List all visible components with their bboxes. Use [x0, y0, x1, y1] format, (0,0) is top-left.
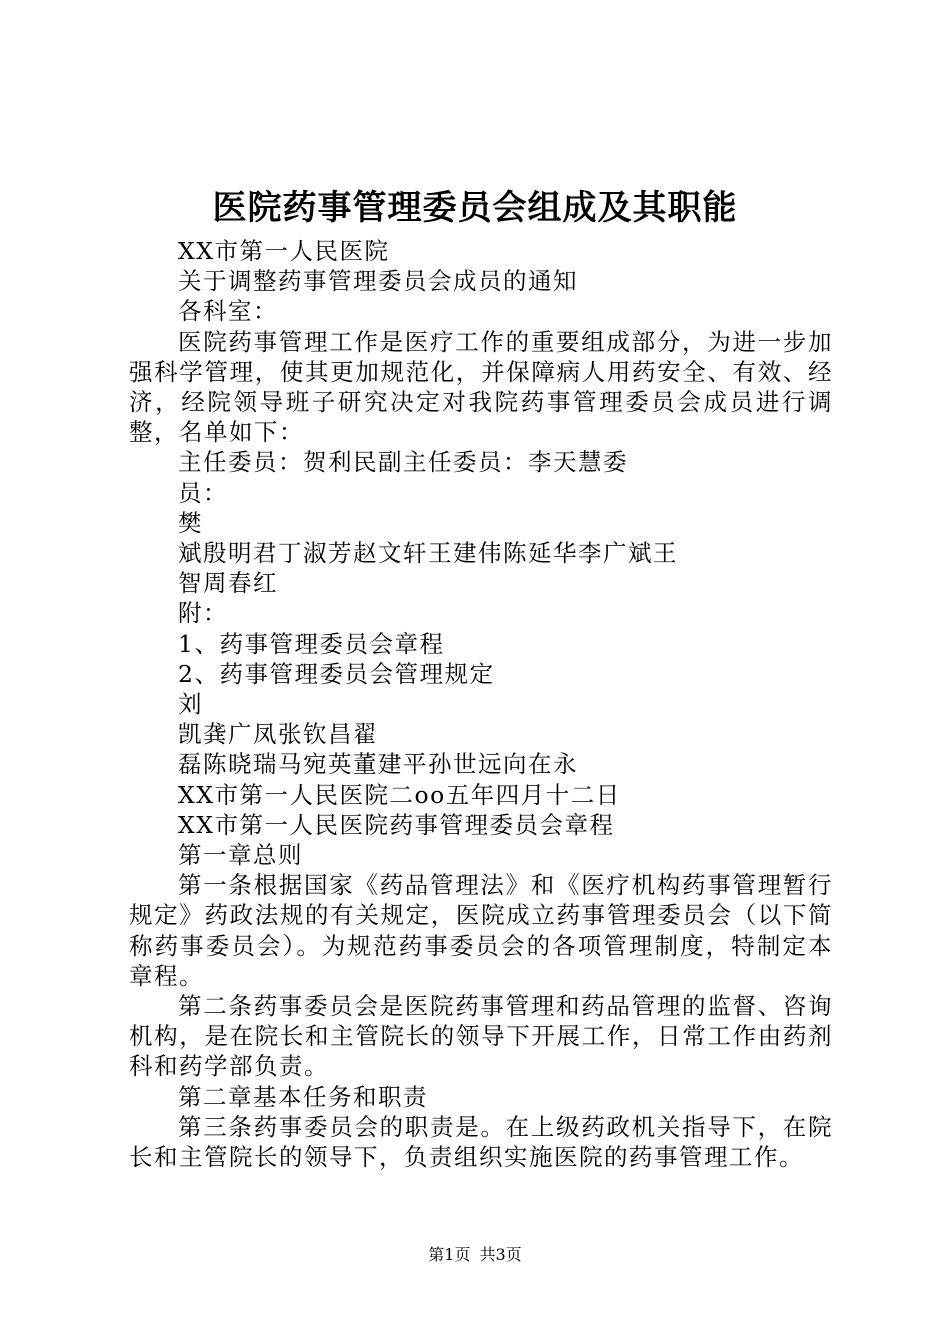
hospital-name-line: XX市第一人民医院 [178, 237, 390, 265]
attachment-item: 1、药事管理委员会章程 [178, 629, 445, 658]
attachment-label: 附： [178, 599, 228, 628]
notice-title-line: 关于调整药事管理委员会成员的通知 [178, 267, 578, 296]
intro-paragraph: 医院药事管理工作是医疗工作的重要组成部分，为进一步加强科学管理，使其更加规范化，并保障病人用药安全、有效、经济，经院领导班子研究决定对我院药事管理委员会成员进行调整，名单如下： [129, 327, 833, 447]
article-paragraph: 第三条药事委员会的职责是。在上级药政机关指导下，在院长和主管院长的领导下，负责组织实施医院的药事管理工作。 [129, 1112, 833, 1172]
page-number: 第1页 [428, 1245, 471, 1264]
document-body [129, 236, 833, 1172]
committee-member-label: 员： [178, 478, 228, 507]
member-name-fragment: 刘 [178, 690, 203, 719]
member-names-line: 凯龚广凤张钦昌翟 [178, 720, 378, 749]
article-paragraph: 第二条药事委员会是医院药事管理和药品管理的监督、咨询机构，是在院长和主管院长的领导下开展工作，日常工作由药剂科和药学部负责。 [129, 992, 833, 1081]
article-paragraph: 第一条根据国家《药品管理法》和《医疗机构药事管理暂行规定》药政法规的有关规定，医院成立药事管理委员会（以下简称药事委员会）。为规范药事委员会的各项管理制度，特制定本章程。 [129, 871, 833, 990]
member-names-line: 磊陈晓瑞马宛英董建平孙世远向在永 [178, 750, 578, 779]
member-name-fragment: 樊 [178, 508, 203, 537]
signature-date-line: XX市第一人民医院二oo五年四月十二日 [178, 780, 621, 809]
page-total: 共3页 [479, 1245, 522, 1264]
committee-chair-line: 主任委员：贺利民副主任委员：李天慧委 [178, 448, 628, 477]
page-footer [0, 1244, 950, 1266]
attachment-item: 2、药事管理委员会管理规定 [178, 659, 495, 688]
charter-title-line: XX市第一人民医院药事管理委员会章程 [178, 810, 615, 839]
salutation-line: 各科室： [178, 297, 278, 326]
member-names-line: 智周春红 [178, 569, 278, 598]
chapter-heading: 第二章基本任务和职责 [178, 1082, 428, 1111]
chapter-heading: 第一章总则 [178, 841, 303, 870]
member-names-line: 斌殷明君丁淑芳赵文轩王建伟陈延华李广斌王 [178, 539, 678, 568]
document-title: 医院药事管理委员会组成及其职能 [212, 188, 738, 228]
